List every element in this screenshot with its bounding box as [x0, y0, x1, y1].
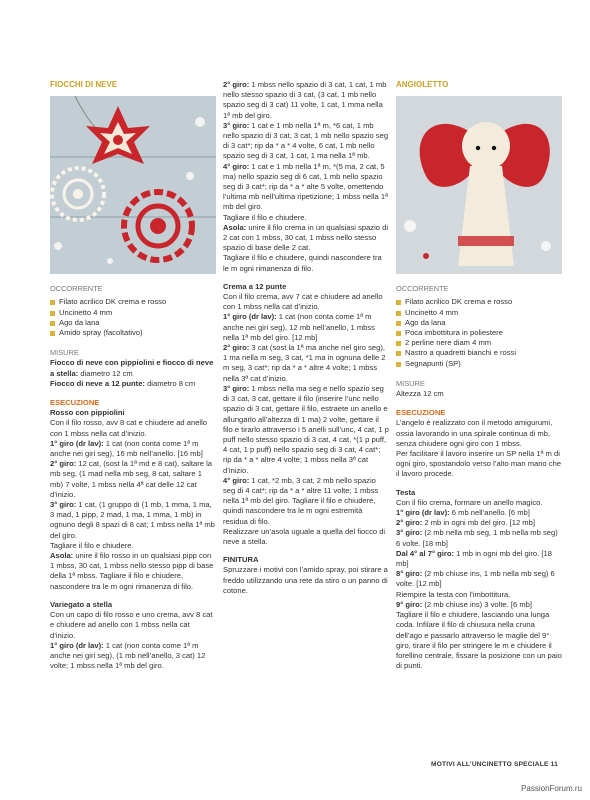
list-item: Filato acrilico DK crema e rosso	[50, 297, 216, 307]
subheading-crema: Crema a 12 punte	[223, 281, 287, 291]
subheading-variegato: Variegato a stella	[50, 599, 113, 609]
list-item: Nastro a quadretti bianchi e rossi	[396, 348, 562, 358]
paragraph: 2° giro: 3 cat (sost la 1ª ma anche nel giro seg), 1 ma nella m seg, 3 cat, *1 ma in ognuna delle 2 m seg, 3 cat*; rip da * a * altre 4 volte; 1 mbss nella 3ª cat d’inizio.	[223, 343, 386, 383]
subheading-testa: Testa	[396, 487, 416, 497]
paragraph: Realizzare un’asola uguale a quella del fiocco di neve a stella.	[223, 526, 386, 546]
list-item: Filato acrilico DK crema e rosso	[396, 297, 562, 307]
esecuzione-label: ESECUZIONE	[50, 398, 100, 408]
misure-2: Fiocco di neve a 12 punte: diametro 8 cm	[50, 378, 196, 388]
paragraph: Asola: unire il filo rosso in un qualsiasi pipp con 1 mbss, 30 cat, 1 mbss nello stesso pipp di base della 1ª mbss. Tagliare il filo e chiudere, nascondere tra le m ogni rimanenza di filo.	[50, 551, 214, 591]
angel-illustration	[396, 96, 562, 274]
snowflake-illustration	[50, 96, 216, 274]
paragraph: Con il filo crema, formare un anello magico.	[396, 497, 543, 507]
page-footer	[431, 761, 558, 768]
list-item: 2 perline nere diam 4 mm	[396, 338, 562, 348]
paragraph: 2° giro: 2 mb in ogni mb del giro. [12 mb]	[396, 518, 535, 528]
photo-angel	[396, 96, 562, 274]
section-title-angioletto: ANGIOLETTO	[396, 80, 449, 89]
materials-list	[50, 297, 216, 338]
subheading-rosso: Rosso con pippiolini	[50, 408, 125, 418]
paragraph: 1° giro (dr lav): 1 cat (non conta come 1ª m anche nei giri seg), 12 mb nell’anello, 1 mbss nella 1ª mb del giro. [12 mb]	[223, 312, 375, 342]
paragraph: 9° giro: (2 mb chiuse ins) 3 volte. [6 mb]	[396, 599, 532, 609]
paragraph: Riempire la testa con l’imbottitura.	[396, 589, 511, 599]
paragraph: Spruzzare i motivi con l’amido spray, poi stirare a freddo utilizzando una rete da stiro o un panno di cotone.	[223, 565, 388, 595]
misure-label: MISURE	[396, 378, 425, 388]
subheading-finitura: FINITURA	[223, 555, 259, 565]
list-item: Uncinetto 4 mm	[50, 308, 216, 318]
page-number: 11	[550, 761, 558, 768]
occorrente-label: OCCORRENTE	[50, 284, 103, 294]
footer-title: MOTIVI ALL’UNCINETTO SPECIALE	[431, 761, 549, 768]
paragraph: 2° giro: 12 cat, (sost la 1ª md e 8 cat), saltare la mb seg, (1 mad nella mb seg, 8 cat, saltare 1 mb) 7 volte, 1 mbss nella 4ª cat delle 12 cat d’inizio.	[50, 459, 213, 499]
column-2	[223, 80, 389, 596]
paragraph: Dal 4° al 7° giro: 1 mb in ogni mb del giro. [18 mb]	[396, 548, 552, 569]
paragraph: Per facilitare il lavoro inserire un SP nella 1ª m di ogni giro, spostandolo verso l’alto man mano che il lavoro procede.	[396, 449, 562, 479]
paragraph: 8° giro: (2 mb chiuse ins, 1 mb nella mb seg) 6 volte. [12 mb]	[396, 569, 555, 589]
esecuzione-label: ESECUZIONE	[396, 408, 446, 418]
paragraph: 4° giro: 1 cat, *2 mb, 3 cat, 2 mb nello spazio seg di 4 cat*; rip da * a * altre 11 volte; 1 mbss nella 1ª mb del giro. Tagliare il filo e chiudere, quindi nascondere tra le m ogni estremità residua di filo.	[223, 475, 379, 526]
paragraph: Con il filo rosso, avv 8 cat e chiudere ad anello con 1 mbss nella cat d’inizio.	[50, 418, 208, 438]
paragraph: Tagliare il filo e chiudere.	[50, 540, 134, 550]
list-item: Amido spray (facoltativo)	[50, 328, 216, 338]
paragraph: Tagliare il filo e chiudere.	[223, 212, 307, 222]
paragraph: 1° giro (dr lav): 1 cat (non conta come 1ª m anche nei giri seg), 16 mb nell’anello. [16 mb]	[50, 438, 203, 459]
paragraph: Asola: unire il filo crema in un qualsiasi spazio di 2 cat con 1 mbss, 30 cat, 1 mbss nello stesso spazio di base delle 2 cat.	[223, 222, 389, 253]
photo-snowflakes	[50, 96, 216, 274]
watermark: PassionForum.ru	[521, 784, 582, 793]
list-item: Segnapunti (SP)	[396, 359, 562, 369]
paragraph: 3° giro: 1 cat, (1 gruppo di (1 mb, 1 mma, 1 ma, 3 mad, 1 pipp, 2 mad, 1 ma, 1 mma, 1 mb) in ognuno degli 8 spazi di 8 cat; 1 mbss nella 1ª mb del giro.	[50, 500, 215, 540]
paragraph: Con un capo di filo rosso e uno crema, avv 8 cat e chiudere ad anello con 1 mbss nella cat d’inizio.	[50, 610, 213, 640]
paragraph: 1° giro (dr lav): 1 cat (non conta come 1ª m anche nei giri seg), (1 mb nell’anello, 3 cat) 12 volte; 1 mbss nella 1ª mb del giro.	[50, 640, 206, 671]
materials-list	[396, 297, 562, 368]
paragraph: 2° giro: 1 mbss nello spazio di 3 cat, 1 cat, 1 mb nello stesso spazio di 3 cat, (3 cat, 1 mb nello spazio seg di 3 cat) 11 volte, 1 cat, 1 mma nella 1ª mb del giro.	[223, 80, 387, 120]
misure-1: Fiocco di neve con pippiolini e fiocco di neve a stella: diametro 12 cm	[50, 358, 214, 378]
paragraph: 1° giro (dr lav): 6 mb nell’anello. [6 mb]	[396, 508, 530, 518]
section-title-fiocchi: FIOCCHI DI NEVE	[50, 80, 118, 89]
paragraph: 4° giro: 1 cat e 1 mb nella 1ª m, *(5 ma, 2 cat, 5 ma) nello spazio seg di 6 cat, 1 mb nello spazio seg di 3 cat*; rip da * a * alte 5 volte, omettendo l’ultima mb nell’ultima ripetizione; 1 mbss nella 1ª mb del giro.	[223, 161, 388, 212]
misure: Altezza 12 cm	[396, 389, 444, 399]
paragraph: 3° giro: 1 mbss nella ma seg e nello spazio seg di 3 cat, 3 cat, gettare il filo (inserire l’unc nello spazio di 3 cat, gettare il filo, estraete un anello e allungarlo all’altezza di 1 ma) 2 volte, gettare il filo e tirarlo attraverso i 5 anelli sull’unc, 4 cat, 1 p puff nello stesso spazio di 3 cat, 4 cat, *(1 p puff, 4 cat, 1 p puff) nello spazio seg di 3 cat, 4 cat*; rip da * a * altre 4 volte; 1 mbss nella 3ª cat d’inizio.	[223, 383, 389, 475]
paragraph: L’angelo è realizzato con il metodo amigurumi, ossia lavorando in una spirale continua di mb, senza chiudere ogni giro con 1 mbss.	[396, 418, 553, 448]
list-item: Ago da lana	[50, 318, 216, 328]
list-item: Uncinetto 4 mm	[396, 308, 562, 318]
column-3	[396, 80, 562, 671]
paragraph: 3° giro: (2 mb nella mb seg, 1 mb nella mb seg) 6 volte. [18 mb]	[396, 528, 558, 548]
paragraph: Con il filo crema, avv 7 cat e chiudere ad anello con 1 mbss nella cat d’inizio.	[223, 292, 383, 312]
occorrente-label: OCCORRENTE	[396, 284, 449, 294]
list-item: Ago da lana	[396, 318, 562, 328]
paragraph: 3° giro: 1 cat e 1 mb nella 1ª m, *6 cat, 1 mb nello spazio di 3 cat, 3 cat, 1 mb nello spazio seg di 3 cat*; rip da * a * 4 volte, 6 cat, 1 mb nello spazio seg di 3 cat, 1 cat, 1 ma nella 1ª mb.	[223, 120, 389, 161]
list-item: Poca imbottitura in poliestere	[396, 328, 562, 338]
misure-label: MISURE	[50, 348, 79, 358]
paragraph: Tagliare il filo e chiudere, lasciando una lunga coda. Infilare il filo di chiusura nella cruna dell’ago e passarlo attraverso le maglie del 9° giro, tirare il filo per stringere le m e chiudere il forellino centrale, fissare la posizione con un paio di punti.	[396, 610, 562, 671]
paragraph: Tagliare il filo e chiudere, quindi nascondere tra le m ogni rimanenza di filo.	[223, 253, 382, 273]
column-1	[50, 80, 216, 671]
